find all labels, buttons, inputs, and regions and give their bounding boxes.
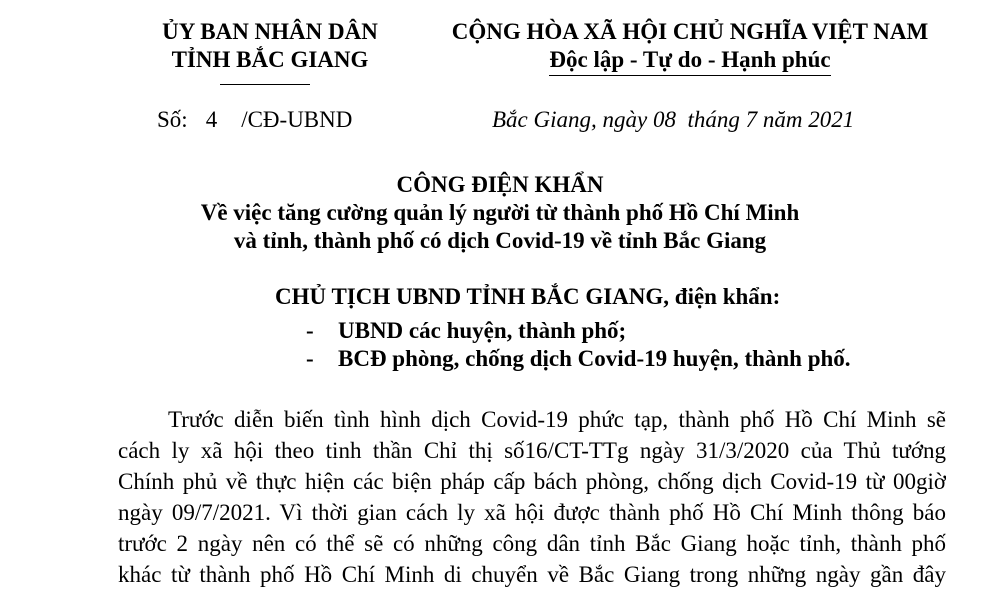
- recipient-text: BCĐ phòng, chống dịch Covid-19 huyện, thành phố.: [338, 346, 851, 371]
- nation-name: CỘNG HÒA XÃ HỘI CHỦ NGHĨA VIỆT NAM: [451, 19, 929, 44]
- nation-motto: Độc lập - Tự do - Hạnh phúc: [549, 46, 830, 76]
- recipient-dash: -: [306, 318, 314, 343]
- body-line: trước 2 ngày nên có thể sẽ có những công dân tỉnh Bắc Giang hoặc tỉnh, thành phố: [118, 531, 946, 556]
- body-line: Trước diễn biến tình hình dịch Covid-19 phức tạp, thành phố Hồ Chí Minh sẽ: [168, 407, 946, 432]
- recipient-dash: -: [306, 346, 314, 371]
- org-name-line2: TỈNH BẮC GIANG: [171, 47, 369, 72]
- dispatch-subtitle-line1: Về việc tăng cường quản lý người từ thành phố Hồ Chí Minh: [200, 200, 800, 225]
- body-line: khác từ thành phố Hồ Chí Minh di chuyển về Bắc Giang trong những ngày gần đây: [118, 562, 946, 587]
- body-paragraph: [118, 404, 946, 590]
- body-line: Chính phủ về thực hiện các biện pháp cấp bách phòng, chống dịch Covid-19 từ 00giờ: [118, 469, 946, 494]
- body-line: cách ly xã hội theo tinh thần Chỉ thị số16/CT-TTg ngày 31/3/2020 của Thủ tướng: [118, 438, 946, 463]
- org-name-line1: ỦY BAN NHÂN DÂN: [162, 19, 378, 44]
- issuing-organization: [120, 18, 420, 74]
- dispatch-subtitle-line2: và tỉnh, thành phố có dịch Covid-19 về tỉnh Bắc Giang: [233, 228, 767, 253]
- chairman-address: CHỦ TỊCH UBND TỈNH BẮC GIANG, điện khẩn:: [275, 284, 781, 309]
- dispatch-title: CÔNG ĐIỆN KHẨN: [396, 172, 604, 197]
- body-line: ngày 09/7/2021. Vì thời gian cách ly xã hội được thành phố Hồ Chí Minh thông báo: [118, 500, 946, 525]
- document-date: Bắc Giang, ngày 08 tháng 7 năm 2021: [492, 107, 855, 132]
- national-header: [430, 18, 950, 76]
- recipient-text: UBND các huyện, thành phố;: [338, 318, 627, 343]
- document-number: [157, 106, 352, 134]
- recipient-item: [306, 345, 851, 373]
- number-suffix: /CĐ-UBND: [241, 107, 353, 132]
- number-value: 4: [205, 107, 218, 132]
- org-underline-divider: [220, 84, 310, 85]
- recipient-item: [306, 317, 626, 345]
- number-label: Số:: [157, 107, 188, 132]
